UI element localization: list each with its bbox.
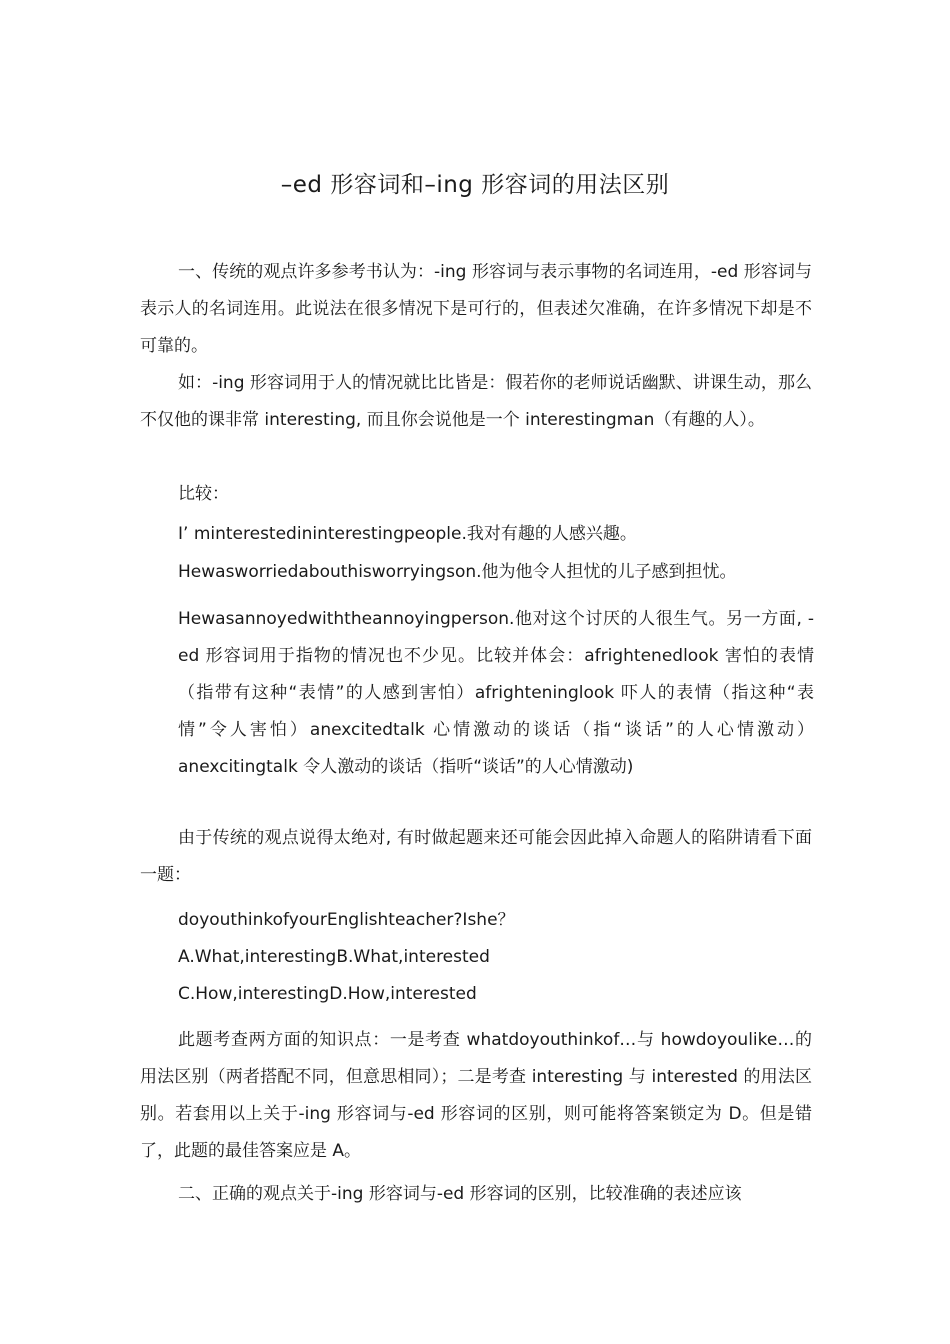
- example-sentence-worried: Hewasworriedabouthisworryingson.他为他令人担忧的儿子感到担忧。: [178, 562, 737, 582]
- paragraph-ing-for-people: 如：-ing 形容词用于人的情况就比比皆是：假若你的老师说话幽默、讲课生动，那么不仅他的课非常 interesting, 而且你会说他是一个 interestingman（有趣的人）。: [140, 373, 812, 430]
- example-sentence-interested: I’ minterestedininterestingpeople.我对有趣的人感兴趣。: [178, 524, 637, 544]
- question-stem: doyouthinkofyourEnglishteacher?Ishe？: [178, 910, 515, 930]
- question-options-ab: A.What,interestingB.What,interested: [178, 947, 490, 967]
- document-title: –ed 形容词和–ing 形容词的用法区别: [280, 172, 670, 198]
- paragraph-ed-for-things: Hewasannoyedwiththeannoyingperson.他对这个讨厌的人很生气。另一方面, -ed 形容词用于指物的情况也不少见。比较并体会：afrightenedlook 害怕的表情（指带有这种“表情”的人感到害怕）afrighteninglook 吓人的表情（指这种“表情”令人害怕）anexcitedtalk 心情激动的谈话（指“谈话”的人心情激动）anexcitingtalk 令人激动的谈话（指听“谈话”的人心情激动): [178, 609, 814, 777]
- question-options-cd: C.How,interestingD.How,interested: [178, 984, 477, 1004]
- paragraph-question-analysis: 此题考查两方面的知识点：一是考查 whatdoyouthinkof…与 howdoyoulike…的用法区别（两者搭配不同，但意思相同）；二是考查 interesting 与 interested 的用法区别。若套用以上关于-ing 形容词与-ed 形容词的区别，则可能将答案锁定为 D。但是错了，此题的最佳答案应是 A。: [140, 1030, 812, 1161]
- paragraph-correct-view: 二、正确的观点关于-ing 形容词与-ed 形容词的区别，比较准确的表述应该: [178, 1184, 742, 1204]
- paragraph-trap-warning: 由于传统的观点说得太绝对, 有时做起题来还可能会因此掉入命题人的陷阱请看下面一题：: [140, 828, 812, 885]
- paragraph-traditional-view: 一、传统的观点许多参考书认为：-ing 形容词与表示事物的名词连用，-ed 形容词与表示人的名词连用。此说法在很多情况下是可行的，但表述欠准确，在许多情况下却是不可靠的。: [140, 262, 812, 356]
- paragraph-compare-label: 比较：: [178, 484, 229, 504]
